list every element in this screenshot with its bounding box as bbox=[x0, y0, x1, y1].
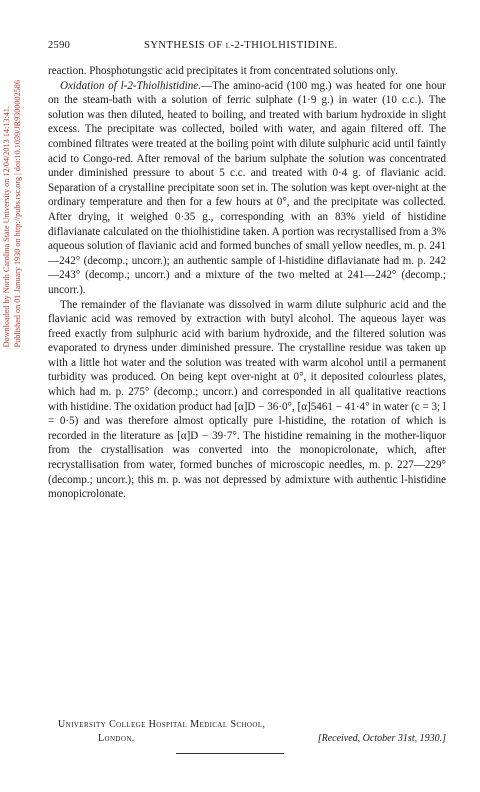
article-body bbox=[48, 64, 446, 502]
section-heading: Oxidation of l-2-Thiolhistidine. bbox=[60, 79, 201, 92]
page-number: 2590 bbox=[48, 40, 71, 51]
received-date: [Received, October 31st, 1930.] bbox=[317, 732, 446, 744]
city: London. bbox=[98, 732, 135, 744]
page-header bbox=[48, 40, 444, 54]
paragraph-2: Oxidation of l-2-Thiolhistidine.—The amino-acid (100 mg.) was heated for one hour on the steam-bath with a solution of ferric sulphate (1·9 g.) in water (10 c.c.). The solution was then diluted, heated to boiling, and treated with barium hydroxide in slight excess. The precipitate was collected, boiled with water, and again filtered off. The combined filtrates were treated at the boiling point with dilute sulphuric acid until faintly acid to Congo-red. After removal of the barium sulphate the solution was concentrated under diminished pressure to about 5 c.c. and treated with 0·4 g. of flavianic acid. Separation of a crystalline precipitate soon set in. The solution was kept over-night at the ordinary temperature and then for a few hours at 0°, and the precipitate was collected. After drying, it weighed 0·35 g., corresponding with an 83% yield of histidine diflavianate calculated on the thiolhistidine taken. A portion was recrystallised from a 3% aqueous solution of flavianic acid and formed bunches of small yellow needles, m. p. 241—242° (decomp.; uncorr.); an authentic sample of l-histidine diflavianate had m. p. 242—243° (decomp.; uncorr.) and a mixture of the two melted at 241—242° (decomp.; uncorr.). bbox=[48, 79, 446, 296]
paragraph-2-text: The amino-acid (100 mg.) was heated for one hour on the steam-bath with a solution of ferric sulphate (1·9 g.) in water (10 c.c.). The solution was then diluted, heated to boiling, and treated with barium hydroxide in slight excess. The precipitate was collected, boiled with water, and again filtered off. The combined filtrates were treated at the boiling point with dilute sulphuric acid until faintly acid to Congo-red. After removal of the barium sulphate the solution was concentrated under diminished pressure to about 5 c.c. and treated with 0·4 g. of flavianic acid. Separation of a crystalline precipitate soon set in. The solution was kept over-night at the ordinary temperature and then for a few hours at 0°, and the precipitate was collected. After drying, it weighed 0·35 g., corresponding with an 83% yield of histidine diflavianate calculated on the thiolhistidine taken. A portion was recrystallised from a 3% aqueous solution of flavianic acid and formed bunches of small yellow needles, m. p. 241—242° (decomp.; uncorr.); an authentic sample of l-histidine diflavianate had m. p. 242—243° (decomp.; uncorr.) and a mixture of the two melted at 241—242° (decomp.; uncorr.). bbox=[48, 79, 446, 296]
institution: University College Hospital Medical School, bbox=[58, 719, 266, 730]
paragraph-3: The remainder of the flavianate was dissolved in warm dilute sulphuric acid and the flavianic acid was removed by extraction with butyl alcohol. The aqueous layer was freed exactly from sulphuric acid with barium hydroxide, and the filtered solution was evaporated to dryness under diminished pressure. The crystalline residue was taken up with a little hot water and the solution was treated with warm alcohol until a permanent turbidity was produced. On being kept over-night at 0°, it deposited colourless plates, which had m. p. 275° (decomp.; uncorr.) and corresponded in all qualitative reactions with histidine. The oxidation product had [α]D − 36·0°, [α]5461 − 41·4° in water (c = 3; l = 0·5) and was therefore almost optically pure l-histidine, the rotation of which is recorded in the literature as [α]D − 39·7°. The histidine remaining in the mother-liquor from the crystallisation was converted into the monopicrolonate, which, after recrystallisation from water, formed bunches of microscopic needles, m. p. 227—229° (decomp.; uncorr.); this m. p. was not depressed by admixture with authentic l-histidine monopicrolonate. bbox=[48, 298, 446, 501]
download-watermark bbox=[1, 80, 23, 347]
end-rule bbox=[176, 753, 284, 754]
paragraph-1: reaction. Phosphotungstic acid precipitates it from concentrated solutions only. bbox=[48, 65, 398, 77]
downloaded-notice[interactable]: Downloaded by North Carolina State University on 12/04/2013 14:13:41. bbox=[2, 106, 11, 348]
running-title: SYNTHESIS OF l-2-THIOLHISTIDINE. bbox=[144, 40, 338, 51]
published-notice[interactable]: Published on 01 January 1930 on http://pubs.rsc.org | doi:10.1039/JR9300002586 bbox=[13, 80, 22, 348]
signature-block bbox=[58, 718, 448, 745]
